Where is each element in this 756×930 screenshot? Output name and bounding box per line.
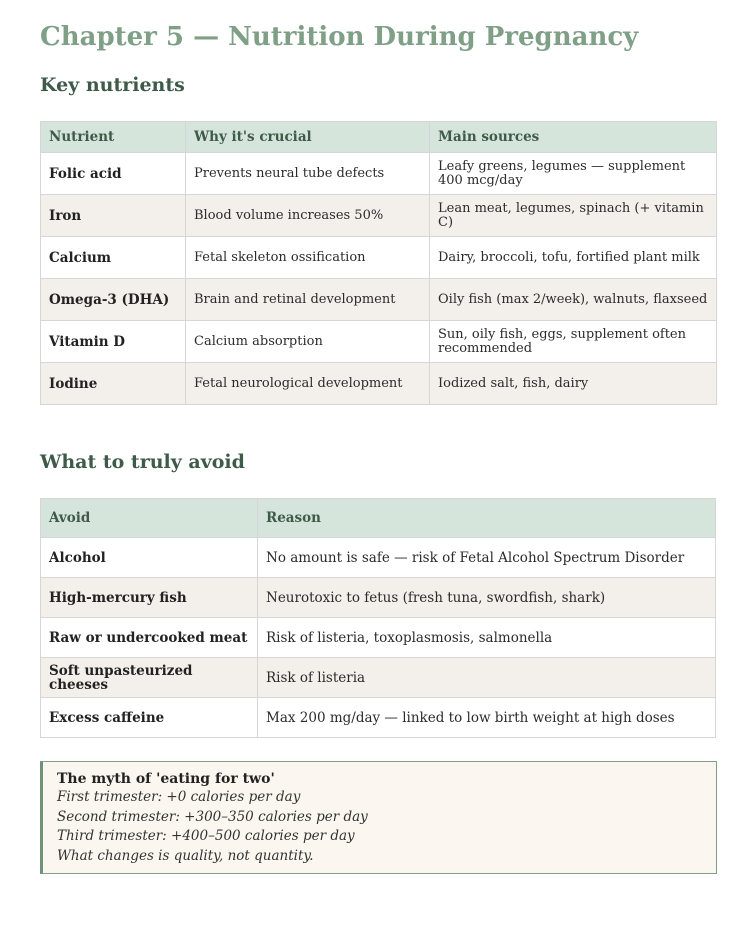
callout-line: What changes is quality, not quantity. (57, 847, 314, 864)
eating-for-two-callout (40, 761, 717, 874)
table-row (41, 363, 717, 405)
key-nutrients-table (40, 121, 717, 405)
nutrient-name: Folic acid (41, 153, 186, 195)
table-row (41, 279, 717, 321)
table-row (41, 321, 717, 363)
avoid-reason: No amount is safe — risk of Fetal Alcohol Spectrum Disorder (258, 538, 716, 578)
avoid-reason: Neurotoxic to fetus (fresh tuna, swordfish, shark) (258, 578, 716, 618)
column-header-why: Why it's crucial (186, 122, 430, 153)
nutrient-reason: Brain and retinal development (186, 279, 430, 321)
table-row (41, 195, 717, 237)
column-header-nutrient: Nutrient (41, 122, 186, 153)
table-row (41, 698, 716, 738)
column-header-sources: Main sources (430, 122, 717, 153)
avoid-item: Excess caffeine (41, 698, 258, 738)
callout-line: Third trimester: +400–500 calories per day (57, 828, 355, 844)
avoid-item: Soft unpasteurized cheeses (41, 658, 258, 698)
table-row (41, 538, 716, 578)
key-nutrients-heading: Key nutrients (40, 74, 185, 96)
callout-line: First trimester: +0 calories per day (57, 789, 301, 805)
nutrient-sources: Dairy, broccoli, tofu, fortified plant milk (430, 237, 717, 279)
avoid-heading: What to truly avoid (40, 451, 245, 473)
table-row (41, 618, 716, 658)
table-header-row (41, 122, 717, 153)
nutrient-reason: Blood volume increases 50% (186, 195, 430, 237)
avoid-item: Alcohol (41, 538, 258, 578)
avoid-table (40, 498, 716, 738)
nutrient-name: Iron (41, 195, 186, 237)
nutrient-name: Calcium (41, 237, 186, 279)
callout-line: Second trimester: +300–350 calories per day (57, 808, 368, 825)
nutrient-reason: Calcium absorption (186, 321, 430, 363)
nutrient-sources: Iodized salt, fish, dairy (430, 363, 717, 405)
column-header-reason: Reason (258, 499, 716, 538)
table-row (41, 237, 717, 279)
nutrient-name: Omega-3 (DHA) (41, 279, 186, 321)
table-row (41, 578, 716, 618)
avoid-item: Raw or undercooked meat (41, 618, 258, 658)
avoid-reason: Risk of listeria, toxoplasmosis, salmonella (258, 618, 716, 658)
avoid-reason: Risk of listeria (258, 658, 716, 698)
table-header-row (41, 499, 716, 538)
column-header-avoid: Avoid (41, 499, 258, 538)
nutrient-sources: Lean meat, legumes, spinach (+ vitamin C) (430, 195, 717, 237)
nutrient-reason: Prevents neural tube defects (186, 153, 430, 195)
nutrient-sources: Oily fish (max 2/week), walnuts, flaxseed (430, 279, 717, 321)
nutrient-sources: Leafy greens, legumes — supplement 400 mcg/day (430, 153, 717, 195)
table-row (41, 658, 716, 698)
nutrient-reason: Fetal neurological development (186, 363, 430, 405)
nutrient-reason: Fetal skeleton ossification (186, 237, 430, 279)
avoid-reason: Max 200 mg/day — linked to low birth weight at high doses (258, 698, 716, 738)
callout-title: The myth of 'eating for two' (57, 771, 275, 787)
nutrient-name: Vitamin D (41, 321, 186, 363)
table-row (41, 153, 717, 195)
nutrient-name: Iodine (41, 363, 186, 405)
avoid-item: High-mercury fish (41, 578, 258, 618)
nutrient-sources: Sun, oily fish, eggs, supplement often recommended (430, 321, 717, 363)
page-title: Chapter 5 — Nutrition During Pregnancy (40, 22, 639, 52)
